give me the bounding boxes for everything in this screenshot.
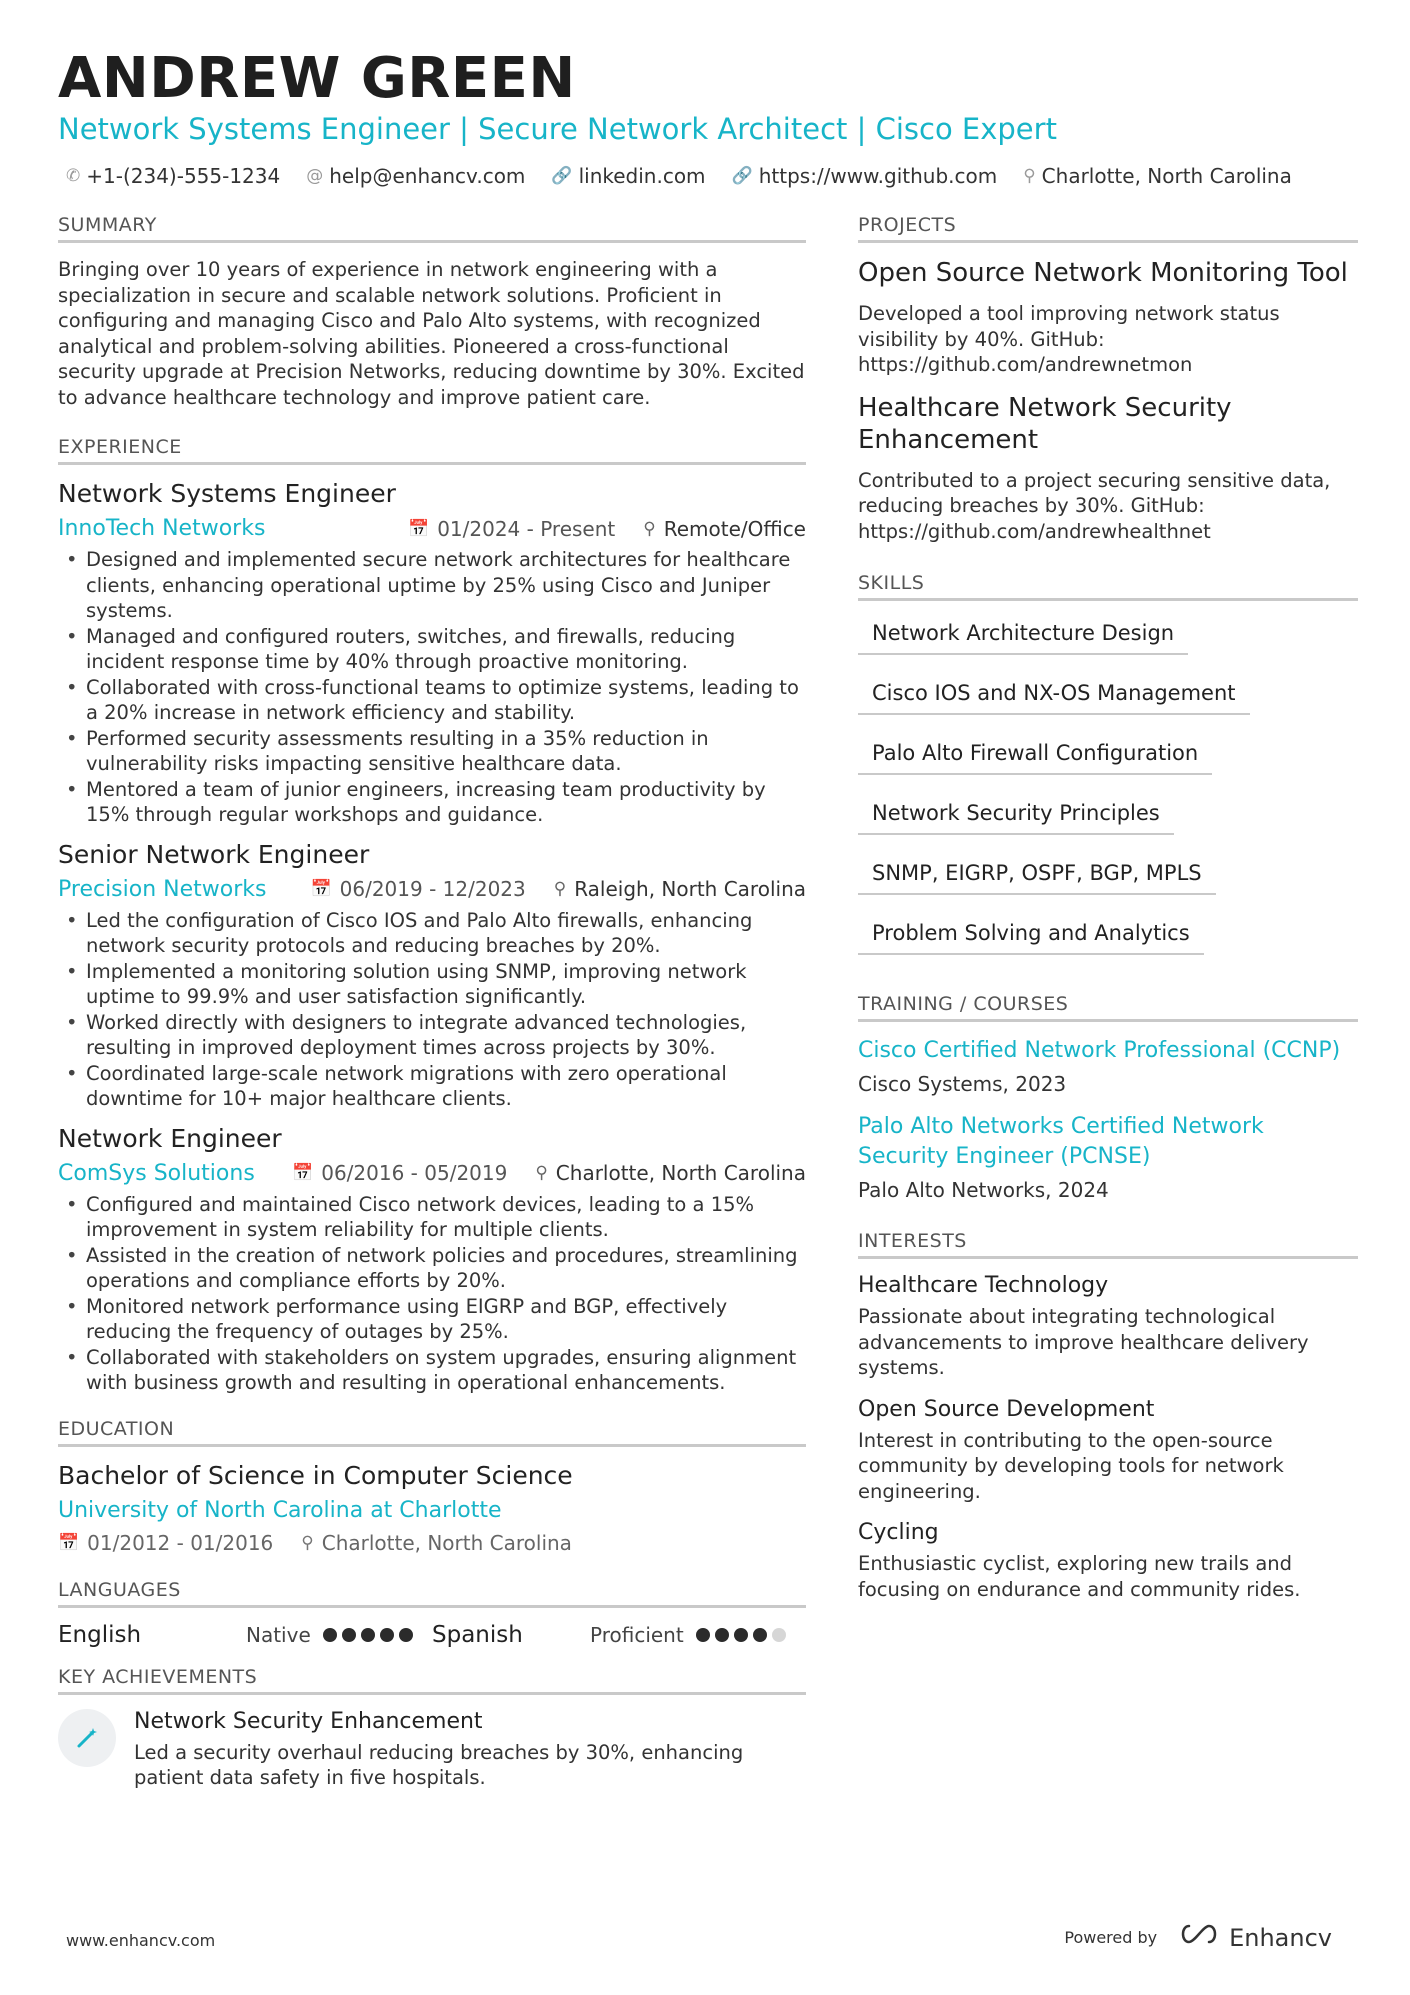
job-company: InnoTech Networks [58,516,266,541]
language-name: English [58,1621,142,1648]
phone-icon: ✆ [66,166,81,186]
calendar-icon: 📅 [292,1163,314,1183]
location-icon: ⚲ [535,1163,548,1183]
job-entry [58,1124,806,1396]
contact-location-text: Charlotte, North Carolina [1041,164,1292,188]
skill-tag: Network Security Principles [858,795,1174,835]
job-entry [58,840,806,1112]
interest-title: Open Source Development [858,1396,1155,1422]
job-location-text: Remote/Office [663,516,806,541]
job-bullet: • Collaborated with cross-functional teams to optimize systems, leading to a 20% increase in network efficiency and stability. [58,675,806,726]
at-icon: @ [306,166,324,186]
job-company: ComSys Solutions [58,1160,255,1186]
job-dates [292,1161,507,1185]
course-item [858,1112,1358,1202]
left-column [58,214,806,1791]
rating-dot-filled [715,1628,729,1642]
powered-by-label: Powered by [1064,1928,1158,1947]
interest-description: Interest in contributing to the open-source community by developing tools for network engineering. [858,1428,1284,1503]
language-level: Native [246,1622,311,1647]
location-icon: ⚲ [301,1532,314,1553]
candidate-tagline: Network Systems Engineer | Secure Network Architect | Cisco Expert [58,112,1057,146]
job-bullets [58,547,806,828]
section-title-training: TRAINING / COURSES [858,993,1358,1022]
rating-dot-filled [361,1628,375,1642]
interest-description: Passionate about integrating technological advancements to improve healthcare delivery systems. [858,1305,1309,1379]
job-bullet: • Coordinated large-scale network migrations with zero operational downtime for 10+ major healthcare clients. [58,1061,806,1112]
contact-bar [66,164,1292,188]
enhancv-logo-icon [1177,1922,1221,1953]
job-dates [408,517,615,541]
section-title-education: EDUCATION [58,1418,806,1447]
job-bullet: • Managed and configured routers, switches, and firewalls, reducing incident response time by 40% through proactive monitoring. [58,624,806,675]
section-title-languages: LANGUAGES [58,1579,806,1608]
rating-dot-filled [753,1628,767,1642]
course-title[interactable]: Palo Alto Networks Certified Network Security Engineer (PCNSE) [858,1114,1264,1169]
project-description: Developed a tool improving network status visibility by 40%. GitHub: https://github.com/andrewnetmon [858,302,1280,376]
contact-phone[interactable] [66,164,280,188]
job-bullets [58,1192,806,1396]
rating-dot-filled [696,1628,710,1642]
job-meta [58,1161,806,1186]
job-dates-text: 01/2024 - Present [437,516,616,541]
languages-row [58,1622,806,1648]
calendar-icon: 📅 [310,879,332,899]
interest-item [858,1397,1358,1505]
section-title-skills: SKILLS [858,572,1358,601]
rating-dot-filled [399,1628,413,1642]
education-location [301,1531,572,1555]
project-title: Healthcare Network Security Enhancement [858,392,1232,455]
job-location-text: Raleigh, North Carolina [574,877,806,901]
section-title-interests: INTERESTS [858,1230,1358,1259]
job-bullet: • Led the configuration of Cisco IOS and Palo Alto firewalls, enhancing network security protocols and reducing breaches by 20%. [58,908,806,959]
job-meta-right [292,1161,806,1185]
contact-location [1023,164,1292,188]
language-item [58,1622,432,1648]
location-icon: ⚲ [553,879,567,899]
job-location [643,517,806,541]
language-level: Proficient [590,1622,684,1647]
rating-dot-filled [734,1628,748,1642]
contact-email[interactable] [306,164,525,188]
section-title-achievements: KEY ACHIEVEMENTS [58,1666,806,1695]
education-degree: Bachelor of Science in Computer Science [58,1460,573,1490]
job-bullet: • Implemented a monitoring solution using SNMP, improving network uptime to 99.9% and user satisfaction significantly. [58,959,806,1010]
interest-title: Cycling [858,1520,939,1545]
contact-github[interactable] [732,164,998,188]
footer-branding [1064,1922,1332,1953]
education-meta [58,1531,806,1555]
achievement-body [134,1709,806,1791]
job-bullet: • Assisted in the creation of network policies and procedures, streamlining operations and compliance efforts by 20%. [58,1243,806,1294]
link-icon: 🔗 [731,166,753,186]
job-bullet: • Collaborated with stakeholders on system upgrades, ensuring alignment with business growth and resulting in operational enhancements. [58,1345,806,1396]
project-title: Open Source Network Monitoring Tool [858,258,1348,288]
contact-github-text: https://www.github.com [758,164,998,188]
skill-tag: Problem Solving and Analytics [858,915,1204,955]
skill-tag: SNMP, EIGRP, OSPF, BGP, MPLS [858,855,1216,895]
rating-dot-empty [772,1628,786,1642]
education-school: University of North Carolina at Charlotte [58,1497,502,1523]
job-bullets [58,908,806,1112]
language-name: Spanish [432,1621,523,1648]
course-org: Palo Alto Networks, 2024 [858,1178,1109,1202]
section-title-summary: SUMMARY [58,214,806,243]
summary-text: Bringing over 10 years of experience in network engineering with a specialization in secure and scalable network solutions. Proficient in configuring and managing Cisco and Palo Alto systems, with recognized analytical and problem-solving abilities. Pioneered a cross-functional security upgrade at Precision Networks, reducing downtime by 30%. Excited to advance healthcare technology and improve patient care. [58,258,805,409]
course-org: Cisco Systems, 2023 [858,1072,1067,1096]
footer-website[interactable]: www.enhancv.com [66,1931,216,1950]
job-bullet: • Worked directly with designers to integrate advanced technologies, resulting in improved deployment times across projects by 30%. [58,1010,806,1061]
job-meta-right [310,877,806,901]
achievement-item [58,1709,806,1791]
skills-list [858,615,1358,975]
job-location [535,1161,806,1185]
rating-dot-filled [323,1628,337,1642]
achievement-text: Led a security overhaul reducing breaches by 30%, enhancing patient data safety in five hospitals. [134,1740,744,1789]
job-dates [310,877,525,901]
job-location [554,877,806,901]
course-item [858,1036,1358,1096]
enhancv-brand-text: Enhancv [1229,1923,1332,1952]
right-column [858,214,1358,1618]
course-title[interactable]: Cisco Certified Network Professional (CCNP) [858,1038,1341,1063]
job-bullet: • Mentored a team of junior engineers, increasing team productivity by 15% through regular workshops and guidance. [58,777,806,828]
enhancv-brand[interactable] [1177,1922,1332,1953]
contact-linkedin-text: linkedin.com [578,164,706,188]
job-bullet: • Monitored network performance using EIGRP and BGP, effectively reducing the frequency of outages by 25%. [58,1294,806,1345]
job-title: Senior Network Engineer [58,839,370,869]
section-title-projects: PROJECTS [858,214,1358,243]
language-item [432,1622,806,1648]
job-location-text: Charlotte, North Carolina [555,1161,806,1185]
project-description: Contributed to a project securing sensitive data, reducing breaches by 30%. GitHub: https://github.com/andrewhealthnet [858,468,1331,543]
skill-tag: Palo Alto Firewall Configuration [858,735,1212,775]
interest-title: Healthcare Technology [858,1273,1109,1298]
location-icon: ⚲ [1023,166,1036,186]
language-rating [323,1628,413,1642]
skill-tag: Cisco IOS and NX-OS Management [858,675,1250,715]
job-title: Network Engineer [58,1123,282,1153]
job-entry [58,479,806,828]
language-rating [696,1628,786,1642]
achievement-title: Network Security Enhancement [134,1708,483,1734]
contact-phone-text: +1-(234)-555-1234 [86,164,281,188]
education-dates-text: 01/2012 - 01/2016 [87,1530,274,1555]
contact-linkedin[interactable] [551,164,705,188]
link-icon: 🔗 [551,166,573,186]
interest-item [858,1273,1358,1381]
job-bullet: • Performed security assessments resulting in a 35% reduction in vulnerability risks impacting sensitive healthcare data. [58,726,806,777]
education-dates [58,1531,273,1555]
job-meta [58,516,806,541]
job-dates-text: 06/2016 - 05/2019 [321,1161,508,1185]
contact-email-text: help@enhancv.com [329,164,526,188]
calendar-icon: 📅 [58,1532,80,1553]
rating-dot-filled [380,1628,394,1642]
magic-wand-icon [58,1709,116,1767]
job-dates-text: 06/2019 - 12/2023 [339,877,526,901]
education-location-text: Charlotte, North Carolina [321,1530,572,1555]
section-title-experience: EXPERIENCE [58,436,806,465]
candidate-name: ANDREW GREEN [58,46,576,111]
skill-tag: Network Architecture Design [858,615,1188,655]
job-company: Precision Networks [58,876,267,902]
job-title: Network Systems Engineer [58,479,396,508]
location-icon: ⚲ [643,518,656,539]
calendar-icon: 📅 [408,518,430,539]
rating-dot-filled [342,1628,356,1642]
interest-description: Enthusiastic cyclist, exploring new trails and focusing on endurance and community rides. [858,1552,1301,1601]
job-meta-right [408,517,806,541]
project-item [858,257,1358,378]
job-bullet: • Configured and maintained Cisco network devices, leading to a 15% improvement in system reliability for multiple clients. [58,1192,806,1243]
job-meta [58,877,806,902]
project-item [858,392,1358,545]
interest-item [858,1520,1358,1602]
job-bullet: • Designed and implemented secure network architectures for healthcare clients, enhancing operational uptime by 25% using Cisco and Juniper systems. [58,547,806,624]
